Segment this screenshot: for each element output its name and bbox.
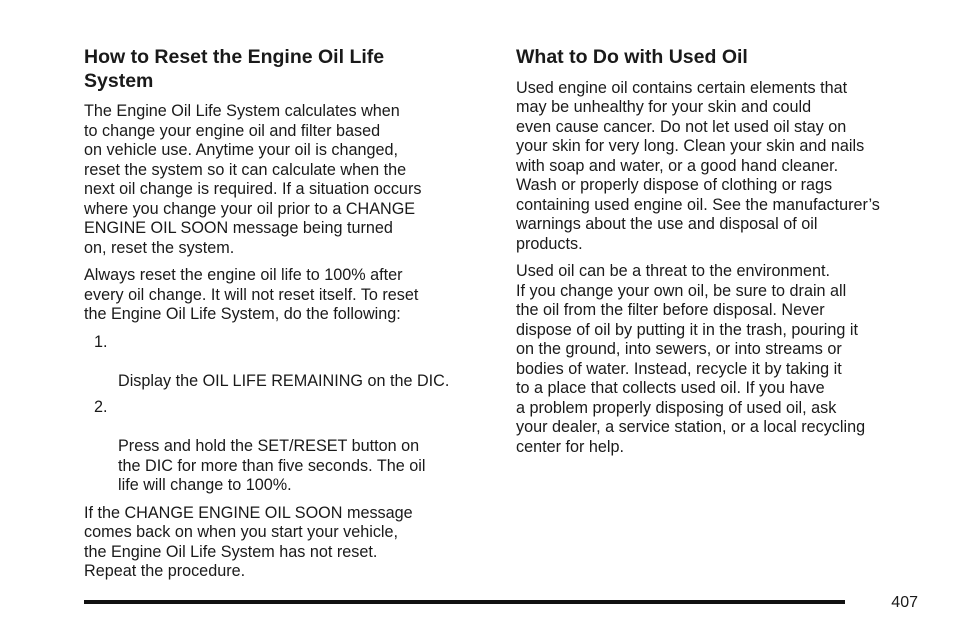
repeat-procedure-paragraph: If the CHANGE ENGINE OIL SOON message comes back on when you start your vehicle, the Engine Oil Life System has not reset. Repeat the procedure. (84, 503, 413, 580)
left-column (84, 46, 494, 590)
list-item (84, 333, 494, 392)
footer-rule (84, 600, 845, 604)
list-item (84, 398, 494, 496)
oil-life-intro-paragraph: The Engine Oil Life System calculates when to change your engine oil and filter based on vehicle use. Anytime your oil is changed, reset the system so it can calculate when the next oil change is required. If a situation occurs where you change your oil prior to a CHANGE ENGINE OIL SOON message being turned on, reset the system. (84, 102, 422, 257)
step-text: Press and hold the SET/RESET button on the DIC for more than five seconds. The oil life will change to 100%. (118, 437, 426, 494)
used-oil-environment-paragraph: Used oil can be a threat to the environment. If you change your own oil, be sure to drain all the oil from the filter before disposal. Never dispose of oil by putting it in the trash, pouring it on the ground, into sewers, or into streams or bodies of water. Instead, recycle it by taking it to a place that collects used oil. If you have a problem properly disposing of used oil, ask your dealer, a service station, or a local recycling center for help. (516, 262, 866, 456)
page-number: 407 (891, 594, 918, 611)
reset-steps-list (84, 333, 494, 496)
reset-instructions-paragraph: Always reset the engine oil life to 100% after every oil change. It will not reset itself. To reset the Engine Oil Life System, do the following: (84, 266, 419, 323)
used-oil-health-paragraph: Used engine oil contains certain elements that may be unhealthy for your skin and could even cause cancer. Do not let used oil stay on your skin for very long. Clean your skin and nails with soap and water, or a good hand cleaner. Wash or properly dispose of clothing or rags containing used engine oil. See the manufacturer’s warnings about the use and disposal of oil products. (516, 78, 880, 253)
step-number: 2. (94, 398, 108, 416)
step-number: 1. (94, 332, 108, 351)
reset-oil-life-heading: How to Reset the Engine Oil Life System (84, 46, 385, 92)
step-text: Display the OIL LIFE REMAINING on the DIC. (118, 371, 450, 390)
used-oil-heading: What to Do with Used Oil (516, 46, 748, 68)
right-column (516, 46, 926, 465)
